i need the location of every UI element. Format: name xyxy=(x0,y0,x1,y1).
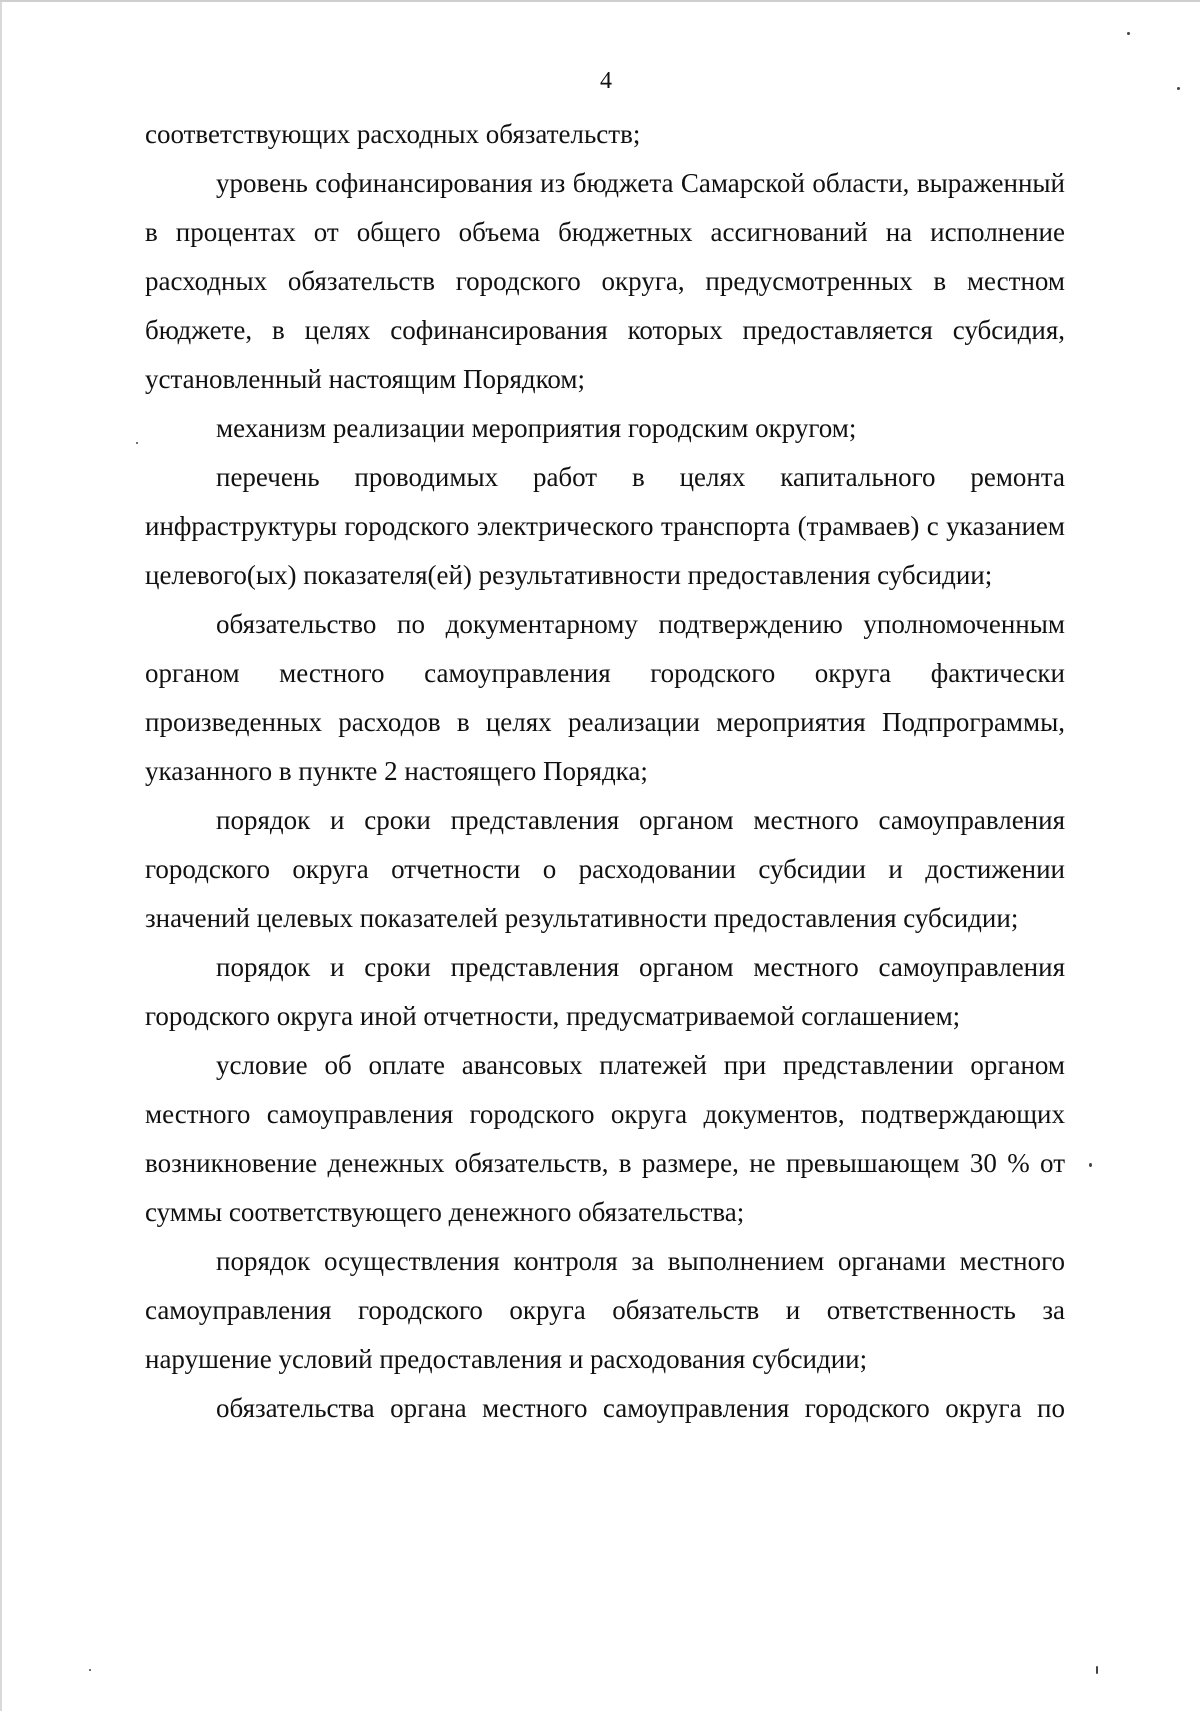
paragraph: порядок осуществления контроля за выполнением органами местного самоуправления городского округа обязательств и ответственность за нарушение условий предоставления и расходования субсидии; xyxy=(145,1246,1065,1374)
scan-speck xyxy=(1089,1163,1092,1167)
paragraph: уровень софинансирования из бюджета Самарской области, выраженный в процентах от общего объема бюджетных ассигнований на исполнение расходных обязательств городского округа, предусмотренных в местном бюджете, в целях софинансирования которых предоставляется субсидия, установленный настоящим Порядком; xyxy=(145,168,1065,394)
paragraph: условие об оплате авансовых платежей при представлении органом местного самоуправления городского округа документов, подтверждающих возникновение денежных обязательств, в размере, не превышающем 30 % от суммы соответствующего денежного обязательства; xyxy=(145,1050,1065,1227)
page-number: 4 xyxy=(600,68,612,94)
paragraph: обязательство по документарному подтверждению уполномоченным органом местного самоуправления городского округа фактически произведенных расходов в целях реализации мероприятия Подпрограммы, указанного в пункте 2 настоящего Порядка; xyxy=(145,609,1065,786)
scan-left-edge xyxy=(0,0,2,1711)
scan-speck xyxy=(136,442,138,444)
paragraph: порядок и сроки представления органом местного самоуправления городского округа отчетности о расходовании субсидии и достижении значений целевых показателей результативности предоставления субсидии; xyxy=(145,805,1065,933)
paragraph: перечень проводимых работ в целях капитального ремонта инфраструктуры городского электрического транспорта (трамваев) с указанием целевого(ых) показателя(ей) результативности предоставления субсидии; xyxy=(145,462,1065,590)
scan-speck xyxy=(1127,32,1130,35)
paragraph: обязательства органа местного самоуправления городского округа по xyxy=(216,1393,1065,1423)
paragraph: механизм реализации мероприятия городским округом; xyxy=(216,413,857,443)
scan-speck xyxy=(89,1669,91,1671)
document-body xyxy=(145,110,1065,1433)
scan-top-edge xyxy=(0,0,1200,2)
scan-speck xyxy=(1096,1666,1098,1674)
paragraph: соответствующих расходных обязательств; xyxy=(145,119,641,149)
paragraph: порядок и сроки представления органом местного самоуправления городского округа иной отчетности, предусматриваемой соглашением; xyxy=(145,952,1065,1031)
